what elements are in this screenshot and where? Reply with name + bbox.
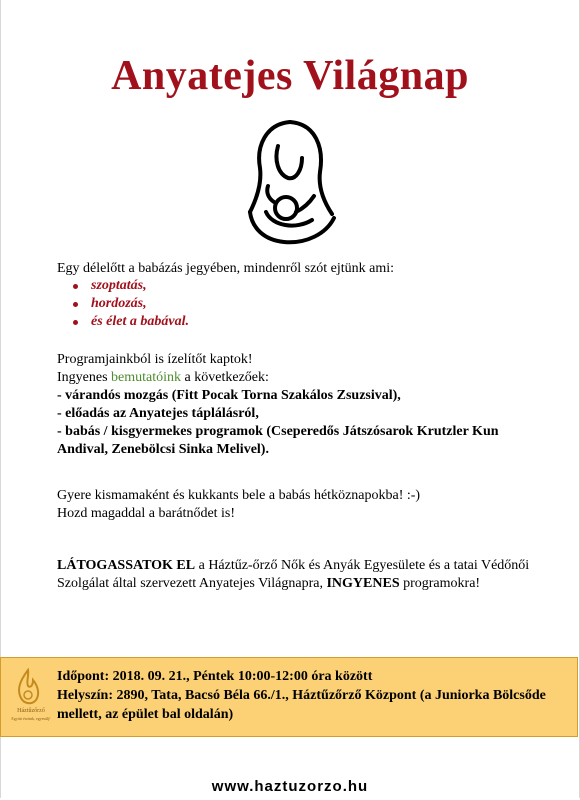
intro-text: Egy délelőtt a babázás jegyében, mindenről szót ejtünk ami: <box>57 261 395 276</box>
mother-nursing-icon <box>244 116 340 246</box>
closing-paragraph: LÁTOGASSATOK EL a Háztűz-őrző Nők és Anyák Egyesülete és a tatai Védőnői Szolgálat által szervezett Anyatejes Világnapra, INGYENES programokra! <box>57 558 530 591</box>
website-link[interactable]: www.haztuzorzo.hu <box>211 778 369 795</box>
demo-link: bemutatóink <box>111 370 182 385</box>
programs-section <box>57 351 537 459</box>
haztuzorzo-logo: Háztűzőrző Együtt érzünk, egyesülj! <box>13 668 43 730</box>
bullet-icon <box>73 284 78 289</box>
bullet-icon <box>73 302 78 307</box>
bullet-icon <box>73 320 78 325</box>
list-item: szoptatás, <box>73 277 189 295</box>
event-place: Helyszín: 2890, Tata, Bacsó Béla 66./1., Háztűzőrző Központ (a Juniorka Bölcsőde mellett, az épület bal oldalán) <box>57 688 546 722</box>
invite-line: Hozd magaddal a barátnődet is! <box>57 506 236 521</box>
topic-list <box>73 277 189 331</box>
page-title: Anyatejes Világnap <box>111 53 469 99</box>
programs-intro: Programjainkból is ízelítőt kaptok! <box>57 352 253 367</box>
program-item: - babás / kisgyermekes programok (Cseperedős Játszósarok Krutzler Kun Andival, Zenebölcsi Sinka Melivel). <box>57 424 499 457</box>
event-details <box>57 667 572 724</box>
invite-line: Gyere kismamaként és kukkants bele a babás hétköznapokba! :-) <box>57 488 421 503</box>
program-item: - előadás az Anyatejes táplálásról, <box>57 406 259 421</box>
invite-section <box>57 487 537 523</box>
program-item: - várandós mozgás (Fitt Pocak Torna Szakálos Zsuzsival), <box>57 388 401 403</box>
haztuzorzo-flame-icon <box>13 668 43 708</box>
list-item: és élet a babával. <box>73 313 189 331</box>
free-line: Ingyenes bemutatóink a következőek: <box>57 370 269 385</box>
event-time: Időpont: 2018. 09. 21., Péntek 10:00-12:00 óra között <box>57 669 373 684</box>
list-item: hordozás, <box>73 295 189 313</box>
event-info-box <box>0 657 578 737</box>
